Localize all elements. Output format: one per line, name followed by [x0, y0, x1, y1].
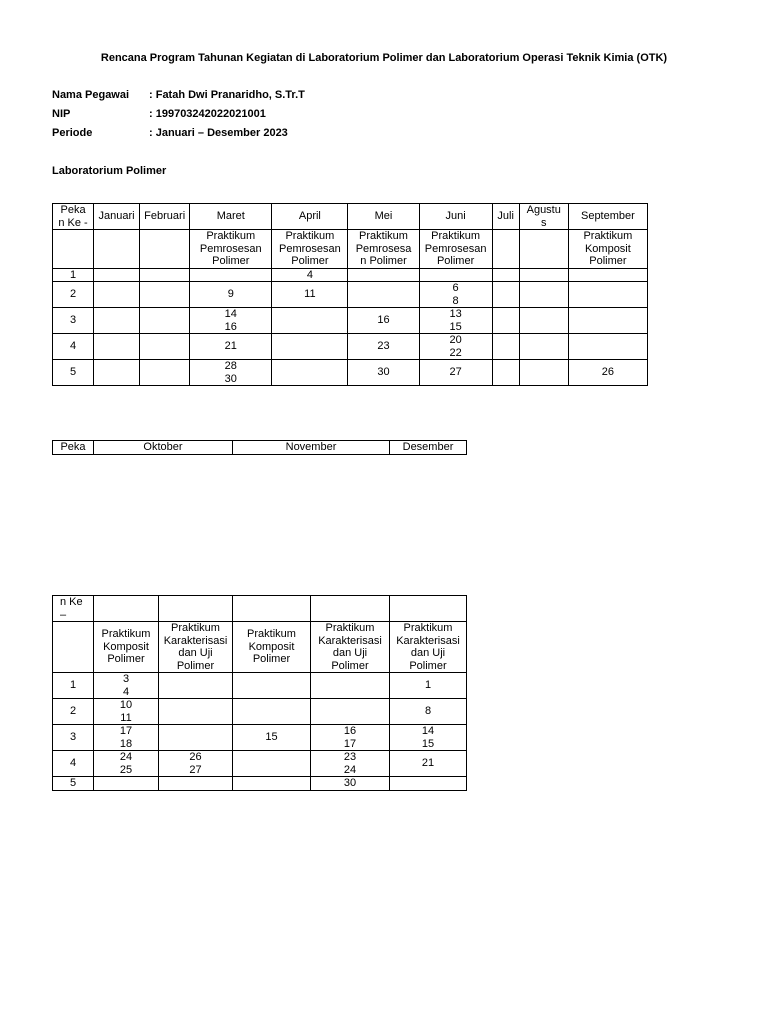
activity-cell-text: Karakterisasi	[163, 634, 228, 647]
date-cell-text: 26	[189, 751, 202, 763]
month-header-cell-text: November	[285, 441, 337, 453]
week-number-cell	[53, 268, 94, 282]
activity-cell-text: Polimer	[252, 653, 291, 666]
date-cell	[159, 673, 233, 699]
date-cell-text: 14	[421, 725, 435, 737]
month-header-cell-text: Desember	[402, 441, 454, 453]
week-number-cell-text: 1	[69, 679, 77, 692]
date-cell	[140, 360, 190, 386]
week-number-cell-text: 4	[69, 757, 77, 770]
date-cell-text: 21	[421, 757, 435, 770]
week-header-cell-text: n Ke	[60, 596, 83, 608]
date-cell	[492, 360, 519, 386]
date-cell	[272, 334, 348, 360]
date-cell-text: 30	[224, 372, 237, 385]
week-number-cell	[53, 751, 94, 777]
activity-cell-text: Komposit	[248, 640, 295, 653]
date-cell	[94, 360, 140, 386]
activity-cell	[233, 622, 311, 673]
date-cell	[419, 334, 492, 360]
date-cell	[233, 777, 311, 791]
date-cell	[348, 282, 419, 308]
date-cell	[233, 725, 311, 751]
activity-cell-text: dan Uji	[410, 647, 446, 659]
activity-cell-text: Praktikum	[206, 230, 256, 242]
week-number-cell	[53, 699, 94, 725]
date-cell	[140, 334, 190, 360]
date-cell-text: 23	[377, 340, 390, 353]
date-cell	[94, 725, 159, 751]
activity-cell-text: Praktikum	[171, 622, 220, 634]
date-cell-text: 27	[449, 366, 462, 379]
date-cell	[492, 334, 519, 360]
activity-cell	[492, 230, 519, 269]
month-header-cell-text: September	[580, 210, 635, 223]
date-cell	[94, 777, 159, 791]
date-cell-text: 1	[424, 679, 432, 692]
table-row	[53, 699, 467, 725]
activity-header-row	[53, 622, 467, 673]
date-cell-text: 6	[452, 282, 459, 294]
date-cell-text: 24	[119, 751, 133, 763]
date-cell	[492, 282, 519, 308]
empty-cell	[53, 230, 94, 269]
date-cell-text: 11	[120, 711, 132, 724]
date-cell	[390, 673, 467, 699]
activity-cell-text: Pemrosesan	[279, 242, 341, 255]
employee-name-value: : Fatah Dwi Pranaridho, S.Tr.T	[149, 89, 305, 101]
activity-cell-text: dan Uji	[332, 647, 368, 659]
date-cell	[390, 699, 467, 725]
week-header-cell-text: Peka	[60, 204, 86, 216]
date-cell	[272, 268, 348, 282]
date-cell	[348, 268, 419, 282]
month-header-cell	[492, 204, 519, 230]
activity-cell-text: Komposit	[584, 242, 631, 255]
month-header-row	[53, 596, 467, 622]
date-cell-text: 23	[343, 751, 357, 763]
schedule-table-jan-sep	[52, 203, 648, 386]
month-header-row	[53, 204, 648, 230]
date-cell	[568, 334, 647, 360]
date-cell-text: 16	[343, 725, 357, 737]
activity-cell-text: Polimer	[409, 659, 447, 672]
week-number-cell	[53, 308, 94, 334]
month-header-cell	[568, 204, 647, 230]
month-header-cell	[419, 204, 492, 230]
activity-cell-text: Polimer	[176, 659, 215, 672]
activity-header-row	[53, 230, 648, 269]
activity-cell-text: Praktikum	[431, 230, 481, 242]
week-header-cell-text: –	[60, 608, 67, 621]
activity-cell-text: Karakterisasi	[396, 634, 460, 647]
month-header-cell-text: Oktober	[143, 441, 183, 453]
date-cell	[348, 308, 419, 334]
date-cell	[159, 699, 233, 725]
date-cell	[419, 268, 492, 282]
empty-cell	[53, 622, 94, 673]
month-header-cell	[390, 441, 467, 455]
activity-cell-text: Pemrosesa	[355, 242, 412, 255]
date-cell-text: 8	[424, 705, 432, 718]
activity-cell-text: Polimer	[436, 255, 475, 267]
date-cell	[419, 360, 492, 386]
activity-cell	[272, 230, 348, 269]
date-cell	[190, 282, 272, 308]
date-cell	[233, 699, 311, 725]
table-row	[53, 673, 467, 699]
week-number-cell-text: 3	[69, 314, 77, 327]
section-title: Laboratorium Polimer	[52, 165, 167, 177]
date-cell-text: 22	[449, 346, 462, 359]
table-row	[53, 360, 648, 386]
week-header-cell-text: Peka	[60, 441, 86, 453]
date-cell	[311, 699, 390, 725]
date-cell	[140, 308, 190, 334]
date-cell-text: 28	[224, 360, 237, 372]
week-number-cell-text: 5	[69, 777, 77, 789]
date-cell	[568, 268, 647, 282]
employee-nip-value: : 199703242022021001	[149, 108, 266, 120]
week-number-cell	[53, 360, 94, 386]
activity-cell-text: Pemrosesan	[199, 242, 262, 255]
month-header-cell	[519, 204, 568, 230]
date-cell	[94, 268, 140, 282]
date-cell-text: 8	[452, 294, 459, 307]
table-row	[53, 268, 648, 282]
date-cell-text: 16	[377, 314, 390, 327]
document-title: Rencana Program Tahunan Kegiatan di Laboratorium Polimer dan Laboratorium Operasi Teknik Kimia (OTK)	[100, 52, 668, 64]
week-header-cell	[53, 441, 94, 455]
date-cell	[272, 308, 348, 334]
employee-nip-label: NIP	[52, 108, 71, 120]
date-cell-text: 27	[189, 763, 202, 776]
date-cell-text: 13	[449, 308, 462, 320]
date-cell	[94, 699, 159, 725]
date-cell	[519, 334, 568, 360]
week-header-cell-text: n Ke -	[58, 216, 88, 229]
date-cell	[159, 725, 233, 751]
date-cell	[519, 308, 568, 334]
date-cell-text: 30	[343, 777, 357, 789]
month-header-cell-text: Februari	[144, 210, 186, 223]
date-cell	[233, 673, 311, 699]
activity-cell	[419, 230, 492, 269]
period-label: Periode	[52, 127, 93, 139]
activity-cell-text: Polimer	[291, 255, 329, 267]
date-cell-text: 25	[119, 763, 133, 776]
week-number-cell-text: 4	[69, 340, 77, 353]
date-cell	[492, 268, 519, 282]
month-header-cell	[94, 441, 233, 455]
date-cell	[190, 334, 272, 360]
schedule-table-oct-dec-header	[52, 440, 467, 455]
empty-cell	[311, 596, 390, 622]
date-cell-text: 4	[122, 685, 130, 698]
date-cell	[140, 268, 190, 282]
activity-cell-text: dan Uji	[178, 647, 213, 659]
date-cell-text: 16	[224, 320, 237, 333]
activity-cell-text: Polimer	[331, 659, 369, 672]
date-cell	[519, 282, 568, 308]
empty-cell	[159, 596, 233, 622]
date-cell	[94, 308, 140, 334]
month-header-cell-text: Juli	[497, 210, 514, 223]
date-cell	[159, 751, 233, 777]
week-header-cell	[53, 204, 94, 230]
date-cell-text: 30	[377, 366, 390, 379]
date-cell	[492, 308, 519, 334]
table-row	[53, 308, 648, 334]
date-cell	[233, 751, 311, 777]
month-header-cell-text: Mei	[374, 210, 393, 223]
date-cell	[390, 777, 467, 791]
month-header-cell-text: Juni	[445, 210, 466, 223]
empty-cell	[390, 596, 467, 622]
activity-cell-text: Komposit	[103, 640, 149, 653]
date-cell	[348, 360, 419, 386]
activity-cell-text: Praktikum	[101, 628, 151, 641]
activity-cell-text: Praktikum	[247, 628, 296, 641]
date-cell	[272, 282, 348, 308]
week-number-cell	[53, 334, 94, 360]
month-header-cell	[94, 204, 140, 230]
activity-cell-text: Praktikum	[285, 230, 335, 242]
date-cell	[140, 282, 190, 308]
month-header-cell-text: April	[298, 210, 321, 223]
activity-cell	[568, 230, 647, 269]
week-number-cell	[53, 673, 94, 699]
date-cell-text: 21	[224, 340, 237, 353]
empty-cell	[233, 596, 311, 622]
activity-cell-text: Praktikum	[403, 622, 453, 634]
activity-cell	[94, 230, 140, 269]
employee-name-label: Nama Pegawai	[52, 89, 130, 101]
month-header-cell	[233, 441, 390, 455]
date-cell	[419, 282, 492, 308]
table-row	[53, 777, 467, 791]
table-row	[53, 725, 467, 751]
activity-cell	[159, 622, 233, 673]
date-cell-text: 24	[343, 763, 357, 776]
date-cell-text: 14	[224, 308, 237, 320]
activity-cell-text: Polimer	[107, 653, 145, 666]
activity-cell-text: Praktikum	[583, 230, 633, 242]
month-header-cell	[272, 204, 348, 230]
date-cell-text: 10	[119, 699, 133, 711]
date-cell-text: 17	[119, 725, 133, 737]
activity-cell-text: Praktikum	[325, 622, 375, 634]
week-number-cell	[53, 777, 94, 791]
schedule-table-oct-dec	[52, 595, 467, 791]
month-header-row	[53, 441, 467, 455]
month-header-cell	[348, 204, 419, 230]
week-number-cell-text: 1	[69, 268, 77, 281]
date-cell	[419, 308, 492, 334]
date-cell	[190, 308, 272, 334]
date-cell	[159, 777, 233, 791]
date-cell-text: 20	[449, 334, 462, 346]
week-number-cell-text: 2	[69, 288, 77, 301]
date-cell-text: 18	[119, 737, 133, 750]
date-cell	[311, 777, 390, 791]
week-number-cell-text: 3	[69, 731, 77, 744]
activity-cell-text: Praktikum	[359, 230, 408, 242]
date-cell	[190, 268, 272, 282]
week-number-cell-text: 2	[69, 705, 77, 718]
month-header-cell	[140, 204, 190, 230]
date-cell	[94, 334, 140, 360]
date-cell	[94, 673, 159, 699]
activity-cell	[190, 230, 272, 269]
date-cell	[390, 751, 467, 777]
empty-cell	[94, 596, 159, 622]
activity-cell	[519, 230, 568, 269]
activity-cell-text: Karakterisasi	[318, 634, 382, 647]
activity-cell	[311, 622, 390, 673]
week-header-cell	[53, 596, 94, 622]
date-cell	[568, 282, 647, 308]
month-header-cell-text: Maret	[216, 210, 245, 223]
activity-cell-text: Polimer	[589, 255, 627, 267]
activity-cell	[348, 230, 419, 269]
table-row	[53, 282, 648, 308]
date-cell	[519, 360, 568, 386]
date-cell	[272, 360, 348, 386]
date-cell	[568, 360, 647, 386]
month-header-cell-text: Agustu	[526, 204, 561, 216]
table-row	[53, 334, 648, 360]
date-cell	[311, 673, 390, 699]
activity-cell	[94, 622, 159, 673]
activity-cell-text: Pemrosesan	[424, 242, 487, 255]
date-cell-text: 15	[449, 320, 462, 333]
date-cell-text: 26	[601, 366, 615, 379]
week-number-cell	[53, 282, 94, 308]
date-cell	[519, 268, 568, 282]
date-cell	[94, 282, 140, 308]
date-cell	[94, 751, 159, 777]
activity-cell	[140, 230, 190, 269]
date-cell-text: 11	[304, 288, 316, 301]
date-cell-text: 9	[227, 288, 234, 301]
month-header-cell-text: Januari	[98, 210, 135, 223]
activity-cell-text: n Polimer	[360, 255, 407, 267]
date-cell-text: 3	[122, 673, 130, 685]
date-cell	[311, 751, 390, 777]
month-header-cell	[190, 204, 272, 230]
activity-cell	[390, 622, 467, 673]
date-cell-text: 17	[343, 737, 357, 750]
date-cell	[568, 308, 647, 334]
date-cell-text: 4	[306, 268, 313, 281]
table-row	[53, 751, 467, 777]
period-value: : Januari – Desember 2023	[149, 127, 288, 139]
date-cell	[348, 334, 419, 360]
date-cell-text: 15	[265, 731, 278, 744]
week-number-cell	[53, 725, 94, 751]
date-cell-text: 15	[421, 737, 435, 750]
date-cell	[311, 725, 390, 751]
date-cell	[390, 725, 467, 751]
week-number-cell-text: 5	[69, 366, 77, 379]
month-header-cell-text: s	[540, 216, 547, 229]
activity-cell-text: Polimer	[212, 255, 250, 267]
date-cell	[190, 360, 272, 386]
